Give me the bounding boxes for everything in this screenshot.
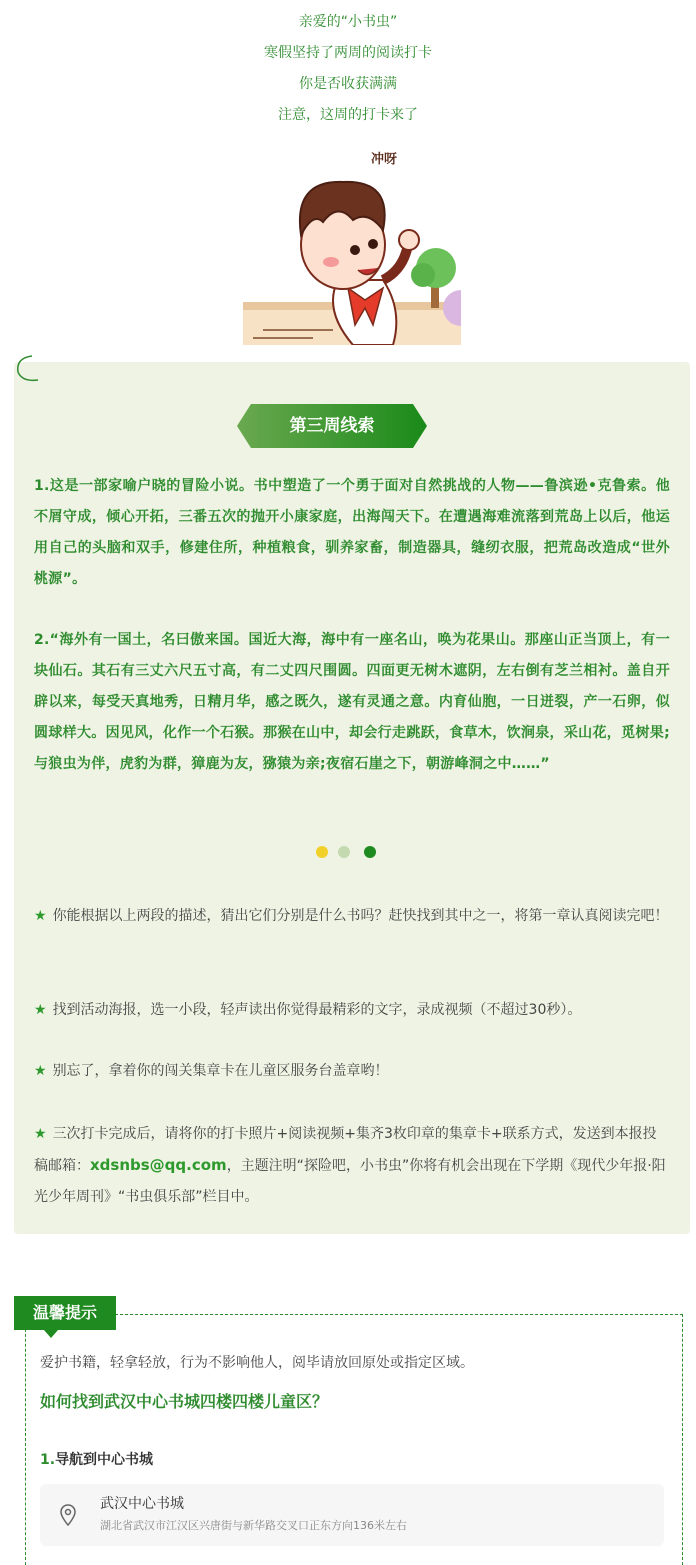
tips-text: 爱护书籍，轻拿轻放，行为不影响他人，阅毕请放回原处或指定区域。 [40,1355,474,1371]
task-text: 别忘了，拿着你的闯关集章卡在儿童区服务台盖章哟！ [52,1063,389,1079]
star-icon: ★ [34,908,47,924]
tips-label: 温馨提示 [14,1296,116,1330]
nav-step-text: 导航到中心书城 [55,1452,154,1468]
carousel-dot-2[interactable] [338,846,350,858]
task-item-2 [34,995,670,1026]
carousel-dot-1[interactable] [316,846,328,858]
location-pin-icon [60,1504,76,1526]
task-text: 你能根据以上两段的描述，猜出它们分别是什么书吗？赶快找到其中之一，将第一章认真阅读完吧！ [52,908,669,924]
task-text: 三次打卡完成后，请将你的打卡照片+阅读视频+集齐3枚印章的集章卡+联系方式，发送到本报投稿邮箱： [34,1126,657,1174]
intro-line: 注意，这周的打卡来了 [278,107,418,123]
intro-text [0,10,696,134]
task-text: ，主题注明“探险吧，小书虫”你将有机会出现在下学期《现代少年报·阳光少年周刊》“书虫俱乐部”栏目中。 [34,1158,666,1205]
star-icon: ★ [34,1126,47,1142]
nav-step-heading [40,1447,153,1473]
intro-line: 亲爱的“小书虫” [298,14,398,30]
task-text: 找到活动海报，选一小段，轻声读出你觉得最精彩的文字，录成视频（不超过30秒）。 [52,1002,582,1018]
location-card[interactable] [40,1484,664,1546]
location-address: 湖北省武汉市江汉区兴唐街与新华路交叉口正东方向136米左右 [100,1519,407,1532]
carousel-indicator [316,846,386,860]
section-title-tag [237,404,427,448]
nav-step-number: 1. [40,1452,56,1468]
how-to-find-heading: 如何找到武汉中心书城四楼四楼儿童区？ [40,1392,329,1411]
clue-paragraph-1: 1.这是一部家喻户晓的冒险小说。书中塑造了一个勇于面对自然挑战的人物——鲁滨逊•克鲁索。他不屑守成，倾心开拓，三番五次的抛开小康家庭，出海闯天下。在遭遇海难流落到荒岛上以后，他运用自己的头脑和双手，修建住所，种植粮食，驯养家畜，制造器具，缝纫衣服，把荒岛改造成“世外桃源”。 [34,478,670,587]
clue-paragraph-2: 2.“海外有一国土，名曰傲来国。国近大海，海中有一座名山，唤为花果山。那座山正当顶上，有一块仙石。其石有三丈六尺五寸高，有二丈四尺围圆。四面更无树木遮阴，左右倒有芝兰相衬。盖自开辟以来，每受天真地秀，日精月华，感之既久，遂有灵通之意。内育仙胞，一日迸裂，产一石卵，似圆球样大。因见风，化作一个石猴。那猴在山中，却会行走跳跃，食草木，饮涧泉，采山花，觅树果;与狼虫为伴，虎豹为群，獐鹿为友，猕猿为亲;夜宿石崖之下，朝游峰洞之中……” [34,632,670,772]
star-icon: ★ [34,1063,47,1079]
intro-line: 寒假坚持了两周的阅读打卡 [264,45,432,61]
task-item-3 [34,1056,670,1087]
hero-illustration [243,140,461,345]
section-title: 第三周线索 [289,416,375,436]
carousel-dot-3[interactable] [364,846,376,858]
tips-label-arrow [44,1330,58,1338]
location-name: 武汉中心书城 [100,1496,184,1512]
star-icon: ★ [34,1002,47,1018]
panel-corner-decoration [12,352,42,384]
intro-line: 你是否收获满满 [299,76,397,92]
email-link[interactable]: xdsnbs@qq.com [90,1156,227,1174]
hero-caption: 冲呀 [371,152,398,167]
task-item-1 [34,901,670,932]
task-item-4 [34,1119,670,1213]
